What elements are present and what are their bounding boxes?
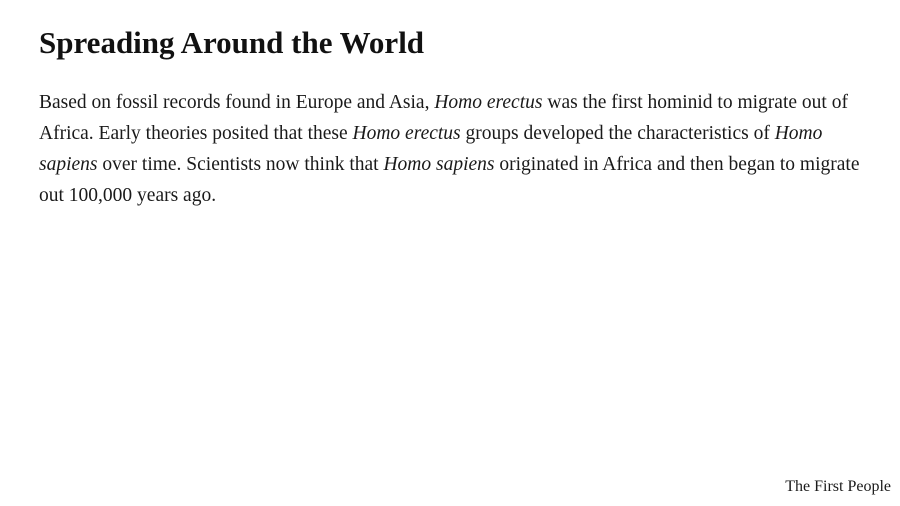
species-name: Homo erectus [434,92,543,113]
body-text-segment: groups developed the characteristics of [460,123,775,144]
slide-title: Spreading Around the World [39,25,425,60]
species-name: Homo sapiens [383,154,495,175]
footer-label: The First People [785,477,891,495]
body-text-segment: over time. Scientists now think that [97,154,384,175]
body-text-segment: was the first hominid to migrate out of Africa. Early theories posited that these [39,92,848,144]
body-paragraph [39,87,869,211]
species-name: Homo sapiens [39,123,823,175]
body-text-segment: Based on fossil records found in Europe and Asia, [39,92,435,113]
body-text-segment: originated in Africa and then began to migrate out 100,000 years ago. [39,154,860,206]
species-name: Homo erectus [352,123,461,144]
